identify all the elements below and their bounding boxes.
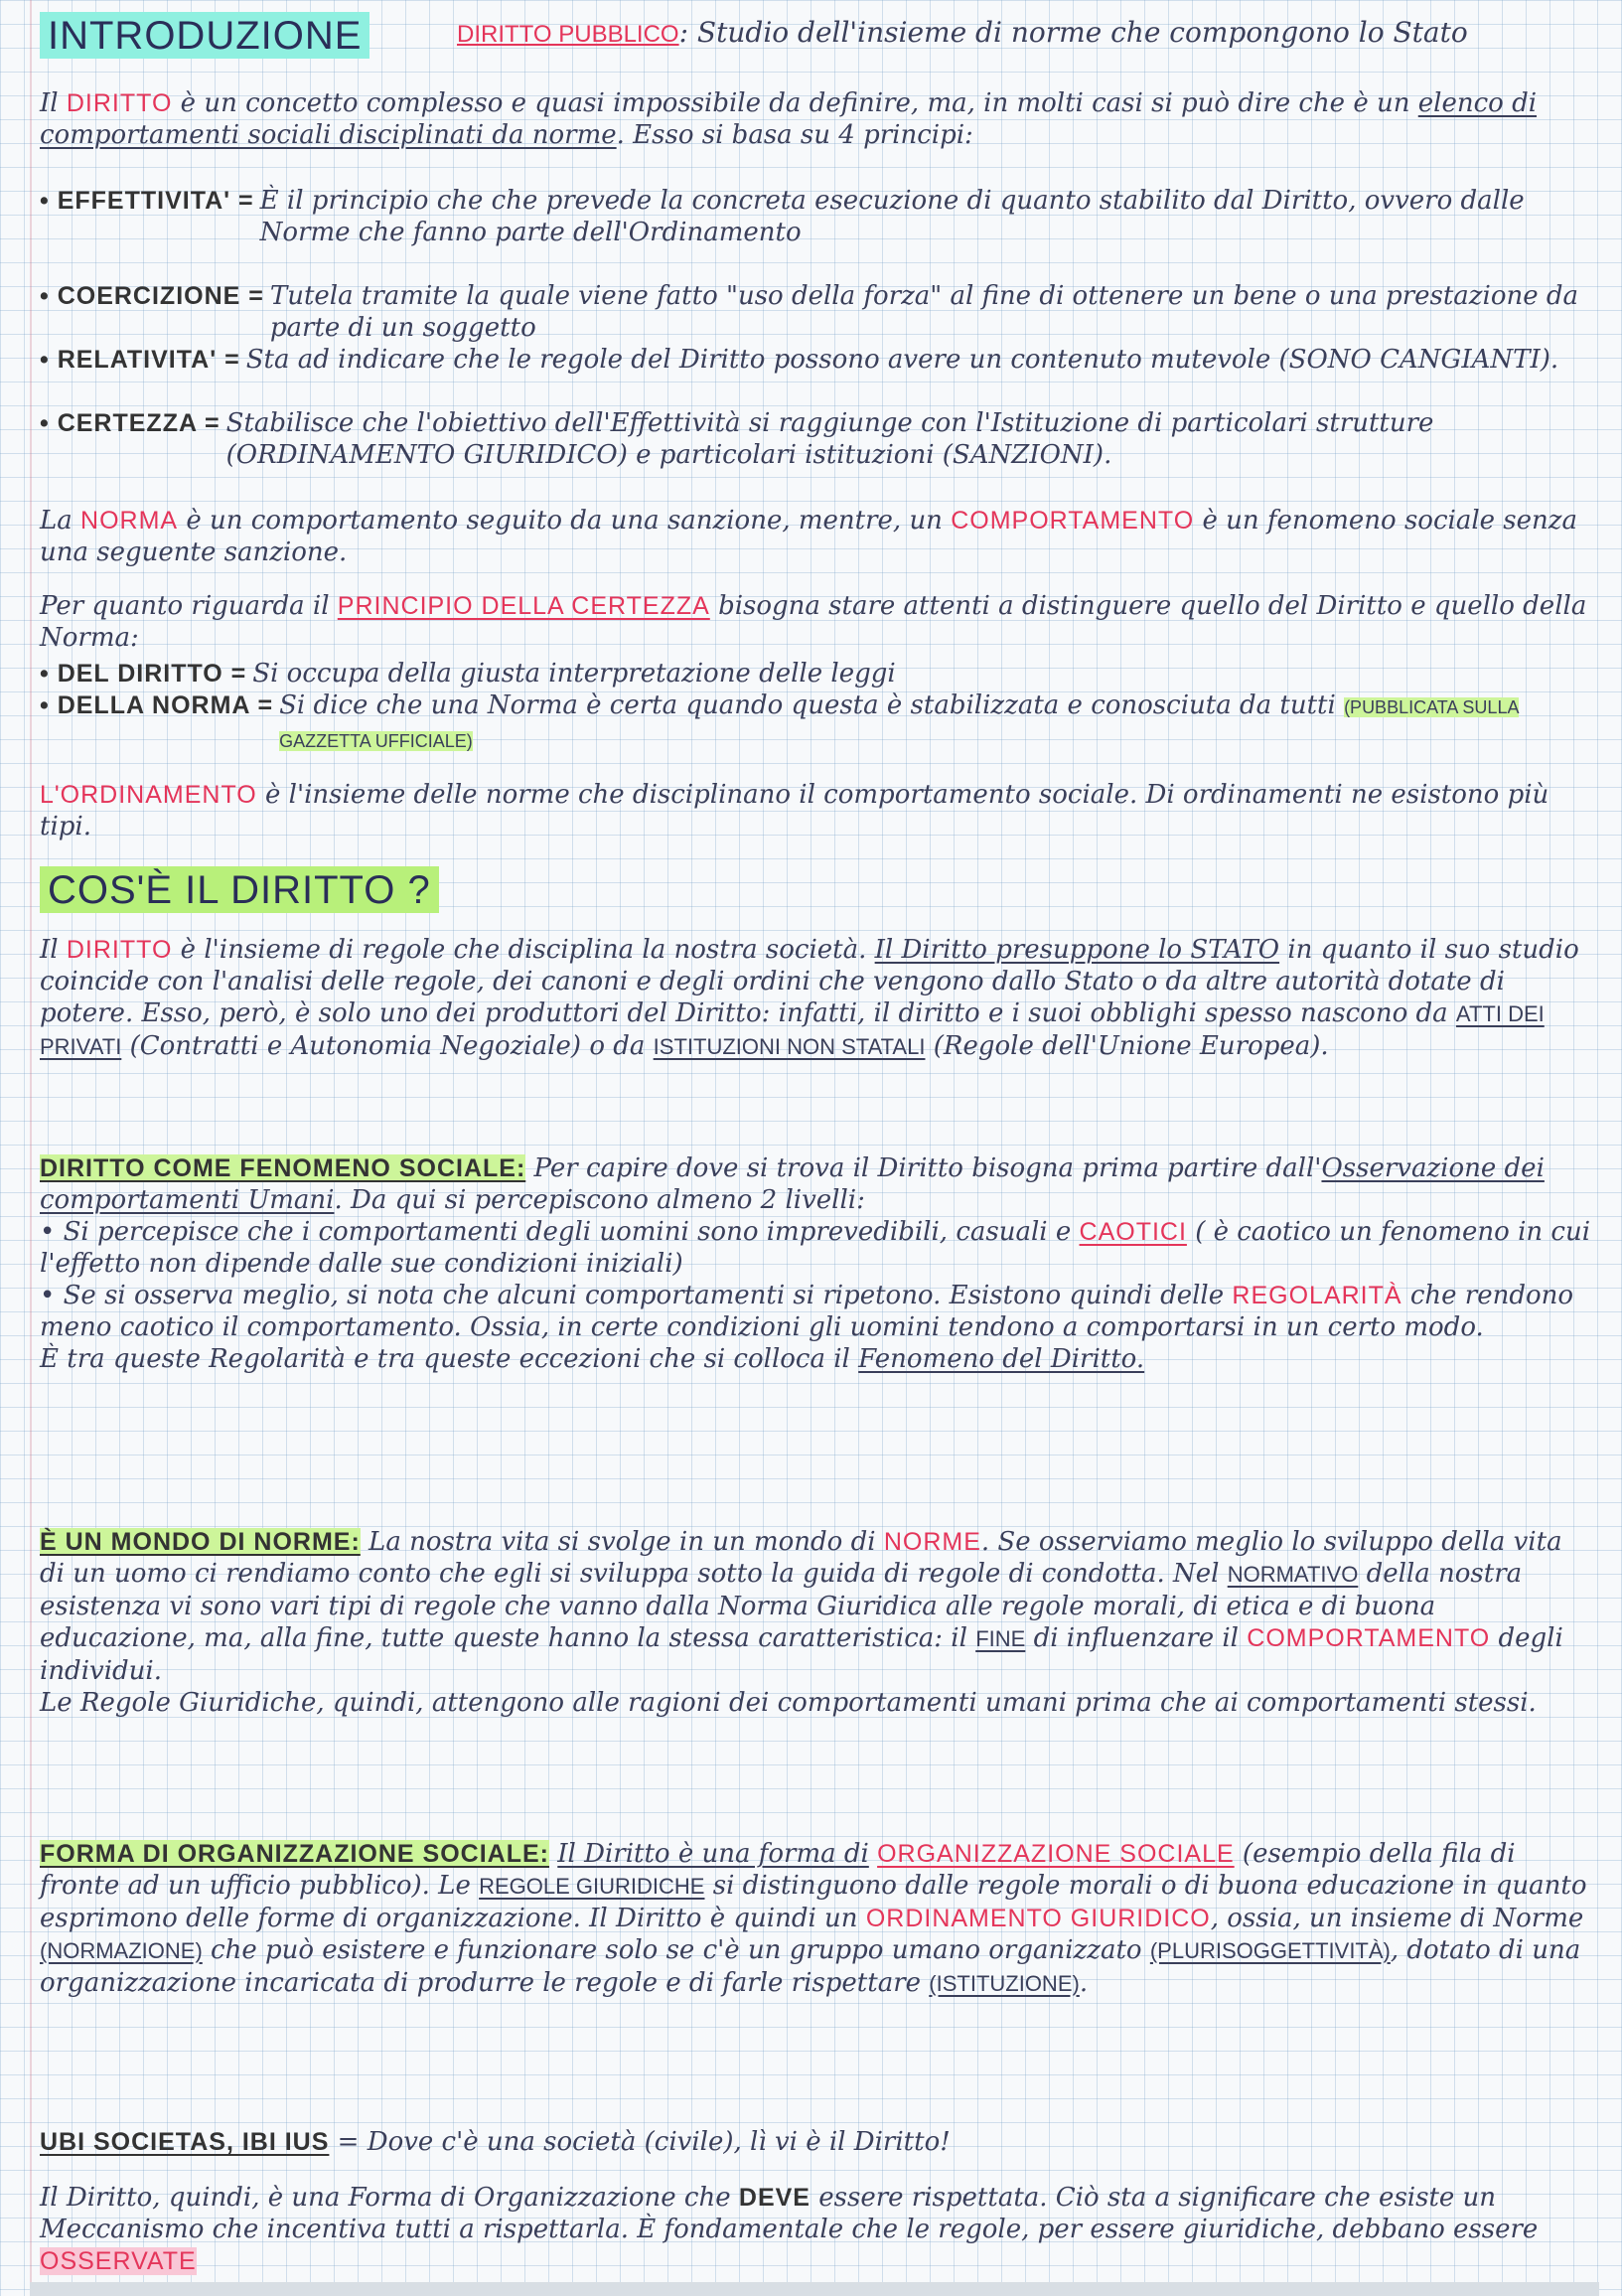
mondo-text (40, 1526, 1594, 1687)
underlined-stato: Il Diritto presuppone lo STATO (874, 935, 1280, 965)
section-title-row (40, 866, 1594, 913)
text-fragment: bisogna stare attenti a distinguere quello del Diritto e quello della Norma: (40, 591, 1587, 653)
certezza-text-item: Si occupa della giusta interpretazione delle leggi (252, 659, 896, 689)
text-fragment: di influenzare il (1033, 1623, 1239, 1653)
fenomeno-item (40, 1216, 1594, 1280)
text-fragment: (Regole dell'Unione Europea). (933, 1031, 1329, 1061)
text-fragment: La (40, 506, 73, 536)
certezza-item (40, 658, 1594, 689)
principle-label: • CERTEZZA = (40, 409, 221, 437)
underlined-forma: Il Diritto è una forma di (557, 1839, 869, 1869)
fenomeno-section (40, 1152, 1594, 1375)
underlined-regole-giuridiche: REGOLE GIURIDICHE (479, 1874, 705, 1899)
text-fragment: che può esistere e funzionare solo se c'è un gruppo umano organizzato (211, 1935, 1142, 1965)
text-fragment: degli individui. (40, 1623, 1563, 1686)
text-fragment: (esempio della fila di fronte ad un ufficio pubblico). Le (40, 1839, 1516, 1901)
fenomeno-intro (40, 1152, 1594, 1216)
highlight-gazzetta: (PUBBLICATA SULLA GAZZETTA UFFICIALE) (279, 697, 1520, 751)
underlined-normazione: (NORMAZIONE) (40, 1938, 203, 1963)
text-fragment: è un comportamento seguito da una sanzione, mentre, un (186, 506, 943, 536)
text-fragment: È tra queste Regolarità e tra queste eccezioni che si colloca il (40, 1344, 850, 1374)
principle-label: • RELATIVITA' = (40, 346, 240, 374)
term-ordinamento: L'ORDINAMENTO (40, 781, 257, 809)
principle-text: È il principio che che prevede la concreta esecuzione di quanto stabilito dal Diritto, ovvero dalle Norme che fanno parte dell'Ordinamento (259, 186, 1525, 247)
term-diritto: DIRITTO (66, 936, 173, 964)
emphasis-deve: DEVE (738, 2184, 811, 2212)
term-comportamento: COMPORTAMENTO (1247, 1624, 1491, 1652)
text-fragment: è l'insieme delle norme che disciplinano il comportamento sociale. Di ordinamenti ne esistono più tipi. (40, 780, 1549, 842)
certezza-item (40, 689, 1594, 757)
underlined-fine: FINE (975, 1626, 1026, 1651)
text-fragment: La nostra vita si svolge in un mondo di (369, 1527, 876, 1557)
text-fragment: • Se si osserva meglio, si nota che alcuni comportamenti si ripetono. Esistono quindi delle (40, 1281, 1225, 1310)
ubi-section (40, 2126, 1594, 2158)
page-bottom-edge (30, 2282, 1599, 2296)
text-fragment: in quanto il suo studio coincide con l'analisi delle regole, dei canoni e degli ordini che vengono dallo Stato o da altre autorità dotate di potere. Esso, però, è solo uno dei produttori del Diritto: infatti, il diritto e i suoi obblighi spesso nascono da (40, 935, 1579, 1028)
certezza-label: • DEL DIRITTO = (40, 660, 247, 688)
term-caotici: CAOTICI (1079, 1218, 1187, 1246)
mondo-conclusion: Le Regole Giuridiche, quindi, attengono alle ragioni dei comportamenti umani prima che ai comportamenti stessi. (40, 1688, 1537, 1718)
term-norme: NORME (883, 1528, 981, 1556)
principle-text: Tutela tramite la quale viene fatto "uso della forza" al fine di ottenere un bene o una prestazione da parte di un soggetto (269, 281, 1579, 343)
certezza-text (40, 590, 1594, 654)
term-principio-certezza: PRINCIPIO DELLA CERTEZZA (337, 592, 710, 620)
text-fragment: essere rispettata. Ciò sta a significare che esiste un Meccanismo che incentiva tutti a rispettarla. È fondamentale che le regole, per essere giuridiche, debbano essere (40, 2183, 1539, 2244)
underlined-atti-privati: ATTI DEI PRIVATI (40, 1001, 1545, 1059)
principle-item (40, 407, 1594, 503)
underlined-istituzioni: ISTITUZIONI NON STATALI (653, 1034, 926, 1059)
mondo-section (40, 1526, 1594, 1719)
term-norma: NORMA (80, 507, 179, 535)
text-fragment: , dotato di una organizzazione incaricata di produrre le regole e di farle rispettare (40, 1935, 1581, 1998)
underlined-definition: elenco di comportamenti sociali disciplinati da norme (40, 88, 1538, 150)
ubi-text (40, 2126, 1594, 2158)
underlined-fenomeno-diritto: Fenomeno del Diritto. (858, 1344, 1145, 1374)
text-fragment: • Si percepisce che i comportamenti degli uomini sono imprevedibili, casuali e (40, 1217, 1072, 1247)
term-organizzazione-sociale: ORGANIZZAZIONE SOCIALE (877, 1840, 1235, 1868)
header-term: DIRITTO PUBBLICO (457, 21, 679, 48)
text-fragment: (Contratti e Autonomia Negoziale) o da (129, 1031, 646, 1061)
text-fragment: si distinguono dalle regole morali o di buona educazione in quanto esprimono delle forme di organizzazione. (40, 1871, 1587, 1933)
intro-text (40, 87, 1594, 151)
ordinamento-text (40, 779, 1594, 842)
title-cose-il-diritto: COS'È IL DIRITTO ? (40, 866, 439, 913)
text-fragment: Il Diritto è quindi un (589, 1904, 858, 1933)
text-fragment: . (1079, 1968, 1089, 1998)
text-fragment: è un concetto complesso e quasi impossibile da definire, ma, in molti casi si può dire che è un (180, 88, 1410, 118)
final-section (40, 2182, 1594, 2277)
underlined-plurisoggettivita: (PLURISOGGETTIVITÀ) (1149, 1938, 1391, 1963)
header-def: : Studio dell'insieme di norme che compongono lo Stato (678, 16, 1468, 49)
principle-label: • EFFETTIVITA' = (40, 187, 254, 215)
text-fragment: è l'insieme di regole che disciplina la nostra società. (180, 935, 867, 965)
text-fragment: che rendono meno caotico il comportamento. Ossia, in certe condizioni gli uomini tendono a comportarsi in un certo modo. (40, 1281, 1574, 1342)
underlined-istituzione: (ISTITUZIONE) (929, 1971, 1080, 1996)
underlined-osservazione: Osservazione dei comportamenti Umani (40, 1153, 1545, 1215)
underlined-normativo: NORMATIVO (1227, 1562, 1359, 1587)
text-fragment: Per capire dove si trova il Diritto bisogna prima partire dall' (533, 1153, 1322, 1183)
text-fragment: è un fenomeno sociale senza una seguente sanzione. (40, 506, 1577, 567)
margin-line (30, 0, 32, 2296)
principle-text: Sta ad indicare che le regole del Diritto possono avere un contenuto mutevole (SONO CANGIANTI). (245, 345, 1559, 375)
forma-text (40, 1838, 1594, 2000)
term-ordinamento-giuridico: ORDINAMENTO GIURIDICO (865, 1905, 1211, 1932)
text-fragment: = Dove c'è una società (civile), lì vi è il Diritto! (337, 2127, 951, 2157)
cose-text (40, 934, 1594, 1063)
header-definition (457, 16, 1468, 49)
text-fragment: . Se osserviamo meglio lo sviluppo della vita di un uomo ci rendiamo conto che egli si sviluppa sotto la guida di regole di condotta. Nel (40, 1527, 1562, 1589)
text-fragment: . Esso si basa su 4 principi: (616, 120, 973, 150)
certezza-paragraph (40, 590, 1594, 757)
text-fragment: , ossia, un insieme di Norme (1210, 1904, 1584, 1933)
text-fragment: Il (40, 935, 59, 965)
intro-paragraph (40, 87, 1594, 151)
term-diritto: DIRITTO (66, 89, 173, 117)
principle-label: • COERCIZIONE = (40, 282, 264, 310)
ordinamento-paragraph (40, 779, 1594, 842)
text-fragment: Per quanto riguarda il (40, 591, 330, 621)
fenomeno-end (40, 1343, 1594, 1375)
text-fragment: Si dice che una Norma è certa quando questa è stabilizzata e conosciuta da tutti (279, 690, 1336, 720)
heading-mondo-norme: È UN MONDO DI NORME: (40, 1528, 361, 1556)
term-osservate: OSSERVATE (40, 2247, 197, 2275)
certezza-text-item (279, 689, 1594, 757)
heading-forma-organizzazione: FORMA DI ORGANIZZAZIONE SOCIALE: (40, 1840, 549, 1868)
heading-ubi-societas: UBI SOCIETAS, IBI IUS (40, 2128, 330, 2156)
notebook-page (30, 0, 1599, 2296)
norma-paragraph (40, 505, 1594, 568)
header-row (40, 12, 1594, 59)
norma-text (40, 505, 1594, 568)
fenomeno-item (40, 1280, 1594, 1343)
heading-fenomeno-sociale: DIRITTO COME FENOMENO SOCIALE: (40, 1154, 526, 1182)
term-comportamento: COMPORTAMENTO (951, 507, 1195, 535)
text-fragment: Il Diritto, quindi, è una Forma di Organizzazione che (40, 2183, 731, 2213)
term-regolarita: REGOLARITÀ (1232, 1282, 1402, 1309)
principle-item (40, 280, 1594, 344)
principle-item (40, 344, 1594, 407)
final-text (40, 2182, 1594, 2277)
principles-list (40, 185, 1594, 503)
text-fragment: della nostra esistenza vi sono vari tipi di regole che vanno dalla Norma Giuridica alle regole morali, di etica e di buona educazione, ma, alla fine, tutte queste hanno la stessa caratteristica: il (40, 1559, 1523, 1653)
principle-text: Stabilisce che l'obiettivo dell'Effettività si raggiunge con l'Istituzione di particolari strutture (ORDINAMENTO GIURIDICO) e particolari istituzioni (SANZIONI). (225, 408, 1434, 470)
text-fragment: . Da qui si percepiscono almeno 2 livelli: (334, 1185, 865, 1215)
text-fragment: Il (40, 88, 59, 118)
forma-section (40, 1838, 1594, 2000)
title-introduzione: INTRODUZIONE (40, 12, 369, 59)
principle-item (40, 185, 1594, 280)
certezza-label: • DELLA NORMA = (40, 691, 274, 719)
cose-paragraph (40, 934, 1594, 1063)
text-fragment: ( è caotico un fenomeno in cui l'effetto non dipende dalle sue condizioni iniziali) (40, 1217, 1591, 1279)
